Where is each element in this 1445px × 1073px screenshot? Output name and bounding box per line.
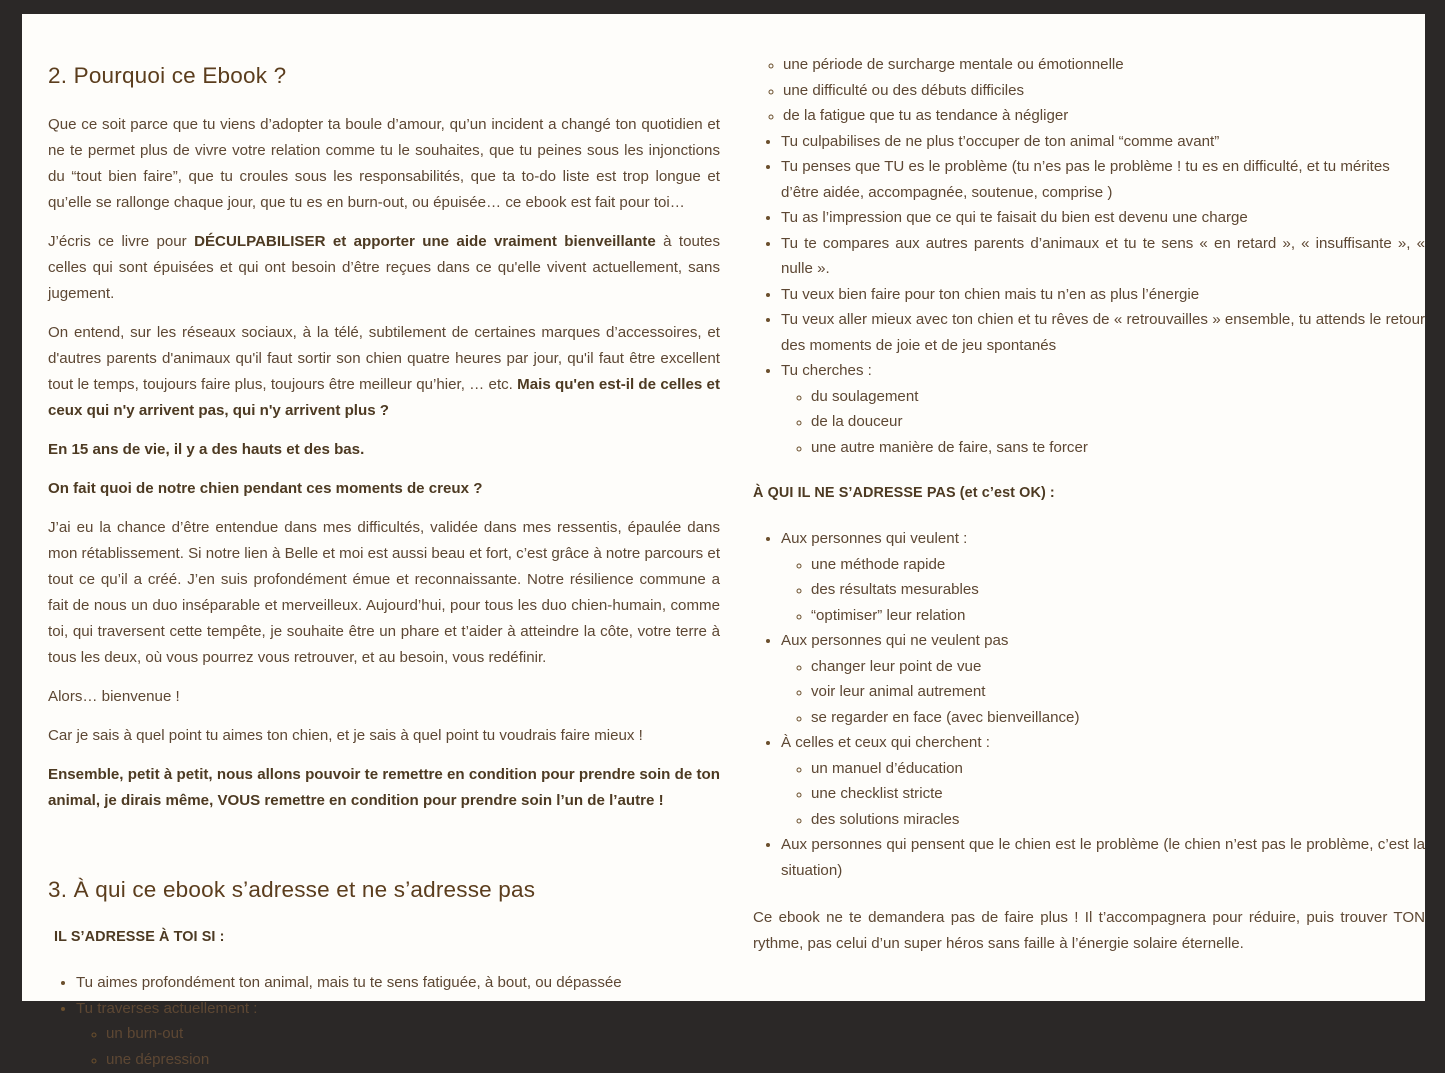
sub-list (781, 756, 1425, 833)
document-page (22, 14, 1425, 1068)
section-heading-2: 2. Pourquoi ce Ebook ? (48, 63, 287, 88)
list-item-label: Tu te compares aux autres parents d’animaux et tu te sens « en retard », « insuffisante », « nulle ». (781, 234, 1425, 277)
sub-list-item: ◦ une méthode rapide (811, 552, 1425, 578)
list-continued-wrapper (753, 52, 1425, 129)
paragraph-2-pre: J’écris ce livre pour (48, 233, 195, 251)
paragraph-2-bold: DÉCULPABILISER et apporter une aide vraiment bienveillante (194, 233, 656, 251)
sub-list-item: ◦ des résultats mesurables (811, 577, 1425, 603)
sub-list-item: ◦ une autre manière de faire, sans te forcer (811, 435, 1425, 461)
sub-list-item: ◦ un burn-out (106, 1021, 720, 1047)
sub-list (781, 384, 1425, 461)
paragraph-6: J’ai eu la chance d’être entendue dans mes difficultés, validée dans mes ressentis, épaulée dans mon rétablissement. Si notre lien à Belle et moi est aussi beau et fort, c’est grâce à notre parcours et tout ce qu’il a créé. J’en suis profondément émue et reconnaissante. Notre résilience commune a fait de nous un duo inséparable et merveilleux. Aujourd’hui, pour tous les duo chien-humain, comme toi, qui traversent cette tempête, je souhaite être un phare et t’aider à atteindre la côte, votre terre à tous les deux, où vous pourrez vous retrouver, et au besoin, vous redéfinir. (48, 519, 721, 667)
list-continued-sublist (753, 52, 1425, 129)
closing-paragraph: Ce ebook ne te demandera pas de faire plus ! Il t’accompagnera pour réduire, puis trouver TON rythme, pas celui d’un super héros sans faille à l’énergie solaire éternelle. (753, 909, 1425, 952)
paragraph-2-post: à toutes celles qui sont épuisées et qui ont besoin d’être reçues dans ce qu'elle vivent actuellement, sans jugement. (48, 233, 720, 303)
list-item-label: Tu cherches : (781, 362, 872, 379)
sub-list-item: ◦ de la fatigue que tu as tendance à négliger (783, 103, 1425, 129)
list-item-label: Tu as l’impression que ce qui te faisait du bien est devenu une charge (781, 209, 1248, 226)
left-column (48, 14, 720, 1072)
list-item-label: Tu aimes profondément ton animal, mais tu te sens fatiguée, à bout, ou dépassée (76, 974, 622, 992)
sub-list-item: ◦ voir leur animal autrement (811, 679, 1425, 705)
paragraph-3-pre: On entend, sur les réseaux sociaux, à la télé, subtilement de certaines marques d’accessoires, et d'autres parents d'animaux qu'il faut sortir son chien quatre heures par jour, qu'il faut être excellent tout le temps, toujours faire plus, toujours être meilleur qu’hier, … etc. (48, 324, 720, 394)
sub-list (76, 1021, 720, 1072)
list-item (781, 832, 1425, 883)
list-item-label: Tu penses que TU es le problème (tu n’es pas le problème ! tu es en difficulté, et tu mérites d’être aidée, accompagnée, soutenue, comprise ) (781, 158, 1390, 201)
section-heading-3: 3. À qui ce ebook s’adresse et ne s’adresse pas (48, 877, 536, 903)
paragraph-4 (48, 437, 720, 463)
sub-list-item: ◦ se regarder en face (avec bienveillance) (811, 705, 1425, 731)
list-item-label: Tu traverses actuellement : (76, 999, 258, 1017)
right-column (753, 14, 1425, 957)
paragraph-1: Que ce soit parce que tu viens d’adopter ta boule d’amour, qu’un incident a changé ton quotidien et ne te permet plus de vivre votre relation comme tu le souhaites, que tu peines sous les injonctions du “tout bien faire”, que tu croules sous les responsabilités, que ta to-do liste est trop longue et qu’elle se rallonge chaque jour, que tu es en burn-out, ou épuisée… ce ebook est fait pour toi… (48, 116, 720, 212)
list-item (781, 358, 1425, 460)
paragraph-9-bold: Ensemble, petit à petit, nous allons pouvoir te remettre en condition pour prendre soin de ton animal, je dirais même, VOUS remettre en condition pour prendre soin l’un de l’autre ! (48, 766, 720, 810)
list-item (781, 282, 1425, 308)
paragraph-7: Alors… bienvenue ! (48, 688, 180, 706)
list-ne-sadresse-pas (753, 526, 1425, 883)
paragraph-9 (48, 762, 720, 814)
list-item-label: Tu veux aller mieux avec ton chien et tu rêves de « retrouvailles » ensemble, tu attends le retour des moments de joie et de jeu spontanés (781, 311, 1425, 354)
paragraph-8: Car je sais à quel point tu aimes ton chien, et je sais à quel point tu voudrais faire mieux ! (48, 727, 643, 745)
list-item (781, 526, 1425, 628)
list-item (76, 996, 720, 1073)
subheading-il-sadresse: IL S’ADRESSE À TOI SI : (54, 929, 225, 946)
list-item (781, 129, 1425, 155)
list-item-label: Tu culpabilises de ne plus t’occuper de ton animal “comme avant” (781, 132, 1220, 150)
list-il-sadresse (48, 970, 720, 1072)
list-continued (753, 129, 1425, 461)
sub-list-item: ◦ une checklist stricte (811, 781, 1425, 807)
list-item (781, 154, 1425, 205)
list-item (781, 628, 1425, 730)
list-item (781, 231, 1425, 282)
list-item-label: Aux personnes qui pensent que le chien est le problème (le chien n’est pas le problème, c’est la situation) (781, 836, 1425, 879)
paragraph-3 (48, 320, 720, 424)
subheading-ne-sadresse-pas: À QUI IL NE S’ADRESSE PAS (et c’est OK) : (753, 485, 1055, 501)
two-column-layout (22, 14, 1425, 1068)
sub-list (781, 552, 1425, 629)
list-item-label: Tu veux bien faire pour ton chien mais tu n’en as plus l’énergie (781, 285, 1200, 303)
list-item (781, 307, 1425, 358)
paragraph-5 (48, 476, 720, 502)
list-item (781, 205, 1425, 231)
sub-list-item: ◦ du soulagement (811, 384, 1425, 410)
sub-list-item: ◦ une période de surcharge mentale ou émotionnelle (783, 52, 1425, 78)
sub-list (781, 654, 1425, 731)
list-item-label: À celles et ceux qui cherchent : (781, 734, 990, 751)
list-item (76, 970, 720, 996)
sub-list-item: ◦ de la douceur (811, 409, 1425, 435)
sub-list-item: ◦ des solutions miracles (811, 807, 1425, 833)
sub-list-item: ◦ “optimiser” leur relation (811, 603, 1425, 629)
paragraph-5-bold: On fait quoi de notre chien pendant ces moments de creux ? (48, 480, 483, 498)
paragraph-3-bold: Mais qu'en est-il de celles et ceux qui n'y arrivent pas, qui n'y arrivent plus ? (48, 376, 720, 420)
sub-list-item: ◦ un manuel d’éducation (811, 756, 1425, 782)
list-item (781, 730, 1425, 832)
paragraph-2 (48, 229, 720, 307)
sub-list-item: ◦ une difficulté ou des débuts difficiles (783, 78, 1425, 104)
list-item-label: Aux personnes qui veulent : (781, 530, 968, 547)
sub-list-item: ◦ une dépression (106, 1047, 720, 1073)
sub-list-item: ◦ changer leur point de vue (811, 654, 1425, 680)
paragraph-4-bold: En 15 ans de vie, il y a des hauts et des bas. (48, 441, 365, 459)
list-item-label: Aux personnes qui ne veulent pas (781, 632, 1009, 649)
